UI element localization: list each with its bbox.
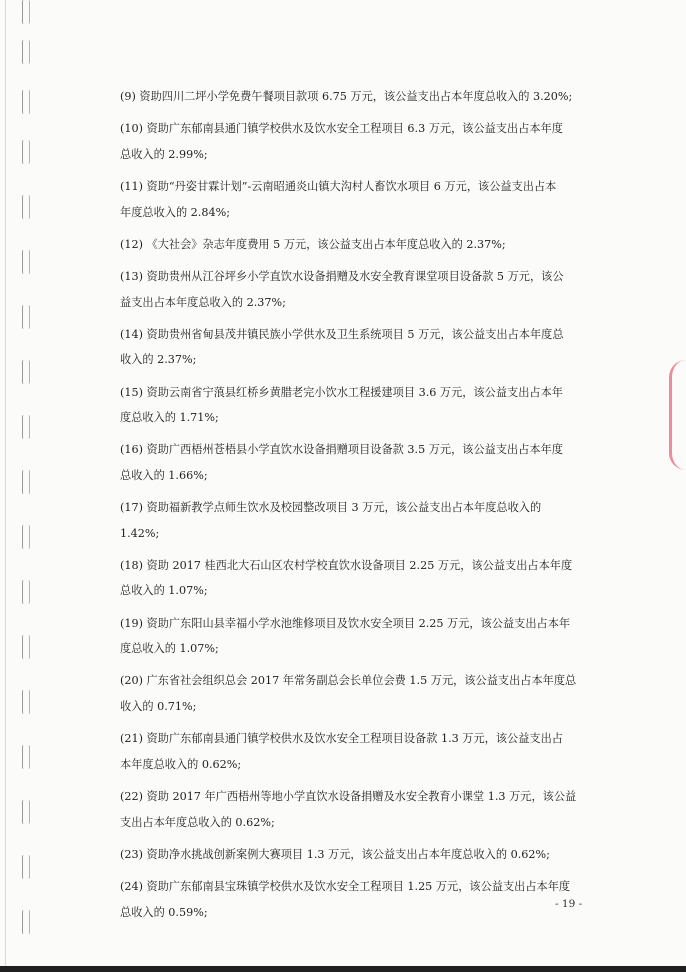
list-item (120, 174, 600, 225)
binding-mark (22, 745, 30, 769)
item-line: (11) 资助“丹姿甘霖计划”-云南昭通炎山镇大沟村人畜饮水项目 6 万元，该公益支出占本 (120, 179, 557, 193)
item-line: (17) 资助福新教学点师生饮水及校园整改项目 3 万元，该公益支出占本年度总收入的 (120, 501, 542, 515)
item-line: (22) 资助 2017 年广西梧州等地小学直饮水设备捐赠及水安全教育小课堂 1.3 万元，该公益 (120, 789, 577, 803)
list-item (120, 726, 600, 777)
binding-mark (22, 40, 30, 64)
item-line: 1.42%; (120, 526, 160, 540)
binding-mark (22, 90, 30, 114)
binding-mark (22, 910, 30, 934)
binding-mark (22, 0, 30, 24)
list-item (120, 611, 600, 662)
list-item (120, 842, 600, 868)
list-item (120, 264, 600, 315)
item-line: (20) 广东省社会组织总会 2017 年常务副总会长单位会费 1.5 万元，该公益支出占本年度总 (120, 674, 577, 688)
list-item (120, 495, 600, 546)
item-line: 度总收入的 1.07%; (120, 642, 219, 656)
binding-mark (22, 305, 30, 329)
item-line: (24) 资助广东郁南县宝珠镇学校供水及饮水安全工程项目 1.25 万元，该公益支出占本年度 (120, 879, 571, 893)
binding-mark (22, 635, 30, 659)
item-line: (10) 资助广东郁南县通门镇学校供水及饮水安全工程项目 6.3 万元，该公益支出占本年度 (120, 122, 563, 136)
item-line: 年度总收入的 2.84%; (120, 205, 230, 219)
item-line: (19) 资助广东阳山县幸福小学水池维修项目及饮水安全项目 2.25 万元，该公益支出占本年 (120, 616, 571, 630)
item-line: (23) 资助净水挑战创新案例大赛项目 1.3 万元，该公益支出占本年度总收入的 0.62%; (120, 847, 550, 861)
item-line: 总收入的 2.99%; (120, 147, 208, 161)
binding-mark (22, 525, 30, 549)
binding-mark (22, 580, 30, 604)
scan-bottom-edge (0, 966, 686, 972)
binding-mark (22, 800, 30, 824)
item-line: (14) 资助贵州省甸县茂井镇民族小学供水及卫生系统项目 5 万元，该公益支出占本年度总 (120, 327, 564, 341)
binding-mark (22, 250, 30, 274)
item-line: (9) 资助四川二坪小学免费午餐项目款项 6.75 万元，该公益支出占本年度总收入的 3.20%; (120, 90, 573, 103)
list-item (120, 437, 600, 488)
binding-holes (10, 0, 50, 972)
list-item (120, 874, 600, 925)
list-item (120, 668, 600, 719)
binding-mark (22, 360, 30, 384)
page-edge (5, 0, 6, 972)
binding-mark (22, 690, 30, 714)
item-line: (16) 资助广西梧州苍梧县小学直饮水设备捐赠项目设备款 3.5 万元，该公益支出占本年度 (120, 443, 563, 457)
item-line: 支出占本年度总收入的 0.62%; (120, 815, 275, 829)
binding-mark (22, 195, 30, 219)
item-line: 收入的 2.37%; (120, 353, 197, 367)
item-line: (12) 《大社会》杂志年度费用 5 万元，该公益支出占本年度总收入的 2.37%; (120, 237, 506, 251)
page-number: - 19 - (555, 898, 583, 910)
item-line: 收入的 0.71%; (120, 700, 197, 713)
item-line: 总收入的 1.07%; (120, 584, 208, 598)
list-item (120, 784, 600, 835)
item-line: 总收入的 1.66%; (120, 468, 208, 482)
item-line: (18) 资助 2017 桂西北大石山区农村学校直饮水设备项目 2.25 万元，该公益支出占本年度 (120, 558, 573, 572)
list-item (120, 84, 600, 110)
list-item (120, 116, 600, 167)
list-item (120, 232, 600, 258)
seal-stamp-fragment (669, 360, 686, 470)
list-item (120, 380, 600, 431)
binding-mark (22, 470, 30, 494)
expenditure-list (120, 84, 600, 932)
item-line: (15) 资助云南省宁蒗县红桥乡黄腊老完小饮水工程援建项目 3.6 万元，该公益支出占本年 (120, 385, 563, 399)
binding-mark (22, 415, 30, 439)
item-line: (13) 资助贵州从江谷坪乡小学直饮水设备捐赠及水安全教育课堂项目设备款 5 万元，该公 (120, 269, 564, 283)
binding-mark (22, 855, 30, 879)
item-line: 本年度总收入的 0.62%; (120, 757, 242, 771)
item-line: 总收入的 0.59%; (120, 905, 208, 919)
binding-mark (22, 140, 30, 164)
item-line: 益支出占本年度总收入的 2.37%; (120, 295, 286, 309)
item-line: 度总收入的 1.71%; (120, 411, 219, 425)
list-item (120, 322, 600, 373)
list-item (120, 553, 600, 604)
item-line: (21) 资助广东郁南县通门镇学校供水及饮水安全工程项目设备款 1.3 万元，该公益支出占 (120, 732, 563, 746)
